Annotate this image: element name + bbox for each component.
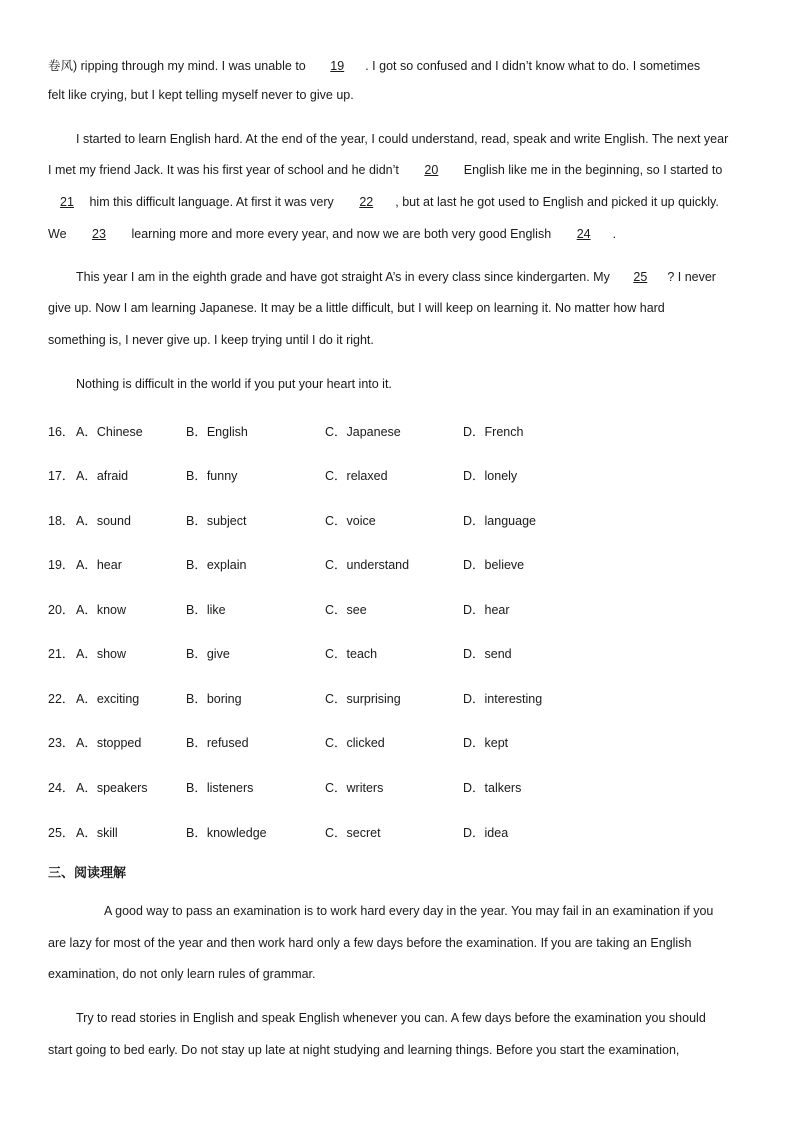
question-number: 24． — [48, 781, 75, 795]
passage-line: This year I am in the eighth grade and have got straight A’s in every class since kindergarten. My 25 ? I never — [76, 270, 716, 284]
blank-22: 22 — [359, 195, 374, 209]
option-c: C．surprising — [325, 692, 401, 706]
option-a: A．show — [76, 647, 127, 661]
question-number: 18． — [48, 514, 75, 528]
option-a: A．hear — [76, 558, 122, 572]
option-c: C．Japanese — [325, 425, 401, 439]
section-heading: 三、阅读理解 — [48, 865, 127, 880]
question-number: 21． — [48, 647, 75, 661]
question-number: 25． — [48, 826, 75, 840]
option-a: A．speakers — [76, 781, 148, 795]
option-d: D．idea — [463, 826, 509, 840]
question-row — [48, 689, 748, 705]
passage-line: We 23 learning more and more every year, and now we are both very good English 24 . — [48, 227, 617, 241]
option-c: C．secret — [325, 826, 381, 840]
option-a: A．skill — [76, 826, 118, 840]
option-b: B．funny — [186, 469, 238, 483]
option-d: D．French — [463, 425, 524, 439]
reading-line: start going to bed early. Do not stay up late at night studying and learning things. Before you start the examination, — [48, 1043, 680, 1057]
blank-20: 20 — [424, 163, 439, 177]
blank-21: 21 — [60, 195, 74, 209]
blank-19: 19 — [330, 59, 345, 73]
option-a: A．sound — [76, 514, 131, 528]
option-a: A．afraid — [76, 469, 129, 483]
question-row — [48, 466, 748, 482]
option-a: A．Chinese — [76, 425, 143, 439]
question-number: 20． — [48, 603, 75, 617]
option-c: C．relaxed — [325, 469, 388, 483]
option-d: D．language — [463, 514, 536, 528]
option-a: A．know — [76, 603, 127, 617]
option-b: B．English — [186, 425, 248, 439]
option-c: C．teach — [325, 647, 378, 661]
question-row — [48, 555, 748, 571]
question-number: 22． — [48, 692, 75, 706]
question-number: 16． — [48, 425, 75, 439]
option-a: A．stopped — [76, 736, 142, 750]
option-b: B．subject — [186, 514, 247, 528]
option-b: B．explain — [186, 558, 247, 572]
question-row — [48, 600, 748, 616]
option-d: D．send — [463, 647, 512, 661]
option-c: C．see — [325, 603, 367, 617]
blank-23: 23 — [92, 227, 106, 241]
option-b: B．knowledge — [186, 826, 267, 840]
option-d: D．believe — [463, 558, 525, 572]
question-number: 19． — [48, 558, 75, 572]
passage-line: give up. Now I am learning Japanese. It may be a little difficult, but I will keep on learning it. No matter how hard — [48, 301, 665, 315]
question-row — [48, 733, 748, 749]
passage-line: 卷风) ripping through my mind. I was unable to 19 . I got so confused and I didn’t know what to do. I sometimes — [48, 59, 701, 73]
option-c: C．voice — [325, 514, 376, 528]
option-a: A．exciting — [76, 692, 140, 706]
blank-25: 25 — [633, 270, 648, 284]
blank-24: 24 — [576, 227, 591, 241]
option-c: C．understand — [325, 558, 410, 572]
option-d: D．lonely — [463, 469, 518, 483]
option-b: B．give — [186, 647, 230, 661]
option-b: B．listeners — [186, 781, 254, 795]
reading-line: A good way to pass an examination is to work hard every day in the year. You may fail in an examination if you — [104, 904, 714, 918]
passage-line: something is, I never give up. I keep trying until I do it right. — [48, 333, 374, 347]
passage-line: I started to learn English hard. At the end of the year, I could understand, read, speak and write English. The next year — [76, 132, 729, 146]
option-c: C．clicked — [325, 736, 385, 750]
passage-line: felt like crying, but I kept telling myself never to give up. — [48, 88, 354, 102]
question-number: 23． — [48, 736, 75, 750]
question-row — [48, 422, 748, 438]
passage-line: I met my friend Jack. It was his first year of school and he didn’t 20 English like me in the beginning, so I started to — [48, 163, 723, 177]
option-d: D．kept — [463, 736, 509, 750]
option-d: D．interesting — [463, 692, 543, 706]
option-d: D．hear — [463, 603, 510, 617]
question-row — [48, 778, 748, 794]
passage-line: 21 him this difficult language. At first it was very 22 , but at last he got used to English and picked it up quickly. — [48, 195, 719, 209]
option-b: B．like — [186, 603, 226, 617]
question-row — [48, 644, 748, 660]
question-row — [48, 823, 748, 839]
option-c: C．writers — [325, 781, 384, 795]
reading-line: are lazy for most of the year and then work hard only a few days before the examination. If you are taking an English — [48, 936, 692, 950]
option-d: D．talkers — [463, 781, 522, 795]
passage-line: Nothing is difficult in the world if you put your heart into it. — [76, 377, 392, 391]
option-b: B．boring — [186, 692, 242, 706]
option-b: B．refused — [186, 736, 249, 750]
question-number: 17． — [48, 469, 75, 483]
reading-line: examination, do not only learn rules of grammar. — [48, 967, 316, 981]
reading-line: Try to read stories in English and speak English whenever you can. A few days before the examination you should — [76, 1011, 706, 1025]
question-row — [48, 511, 748, 527]
